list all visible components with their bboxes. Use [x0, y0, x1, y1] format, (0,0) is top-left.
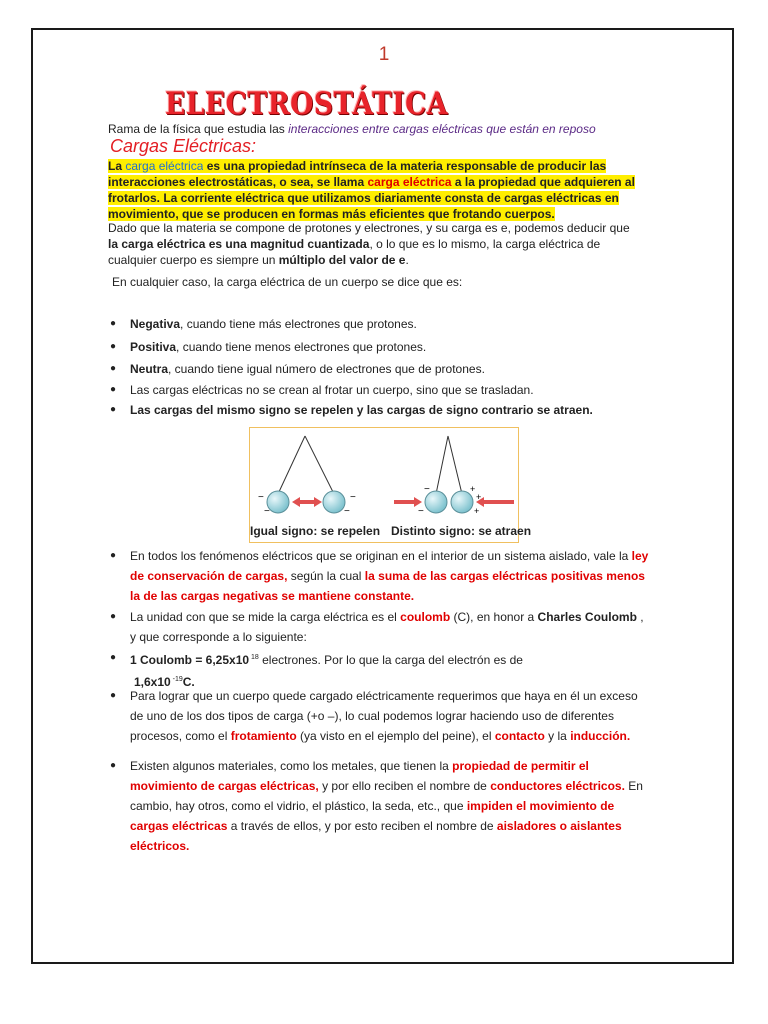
- svg-text:−: −: [424, 484, 430, 495]
- svg-text:+: +: [474, 506, 480, 516]
- sphere: [451, 491, 473, 513]
- list-item: ● 1 Coulomb = 6,25x10 $^{18}$ electrones. Por lo que la carga del electrón es de 1,6x10 $^{-19}$C.: [110, 652, 523, 689]
- list-item: ● Negativa, cuando tiene más electrones que protones.: [110, 317, 417, 331]
- charges-figure: [249, 427, 532, 543]
- caption-repel: Igual signo: se repelen: [250, 524, 381, 538]
- svg-text:−: −: [350, 492, 356, 503]
- page-title: ELECTROSTÁTICA: [165, 86, 448, 122]
- list-item: ● En todos los fenómenos eléctricos que se originan en el interior de un sistema aislado, vale la ley de conservación de cargas, según la cual la suma de las cargas eléctricas positivas menos la de las cargas negativas se mantiene constante.: [110, 549, 649, 603]
- pendulum-diagram: [250, 428, 518, 524]
- paragraph-2: [108, 220, 638, 268]
- p2-bold-2: múltiplo del valor de e: [278, 253, 406, 267]
- p2-text-2: , o lo que es lo mismo, la carga eléctrica de cualquier cuerpo es siempre un: [108, 237, 601, 267]
- list-item: ● Las cargas del mismo signo se repelen y las cargas de signo contrario se atraen.: [110, 403, 593, 417]
- svg-text:−: −: [258, 492, 264, 503]
- repel-arrow: [292, 497, 322, 507]
- paragraph-3: En cualquier caso, la carga eléctrica de un cuerpo se dice que es:: [112, 275, 463, 289]
- section-title: Cargas Eléctricas:: [110, 136, 257, 156]
- p1-text-2: es una propiedad intrínseca de la materia responsable de producir las interacciones electrostáticas, o sea, se llama: [108, 159, 607, 189]
- list-item: ● Existen algunos materiales, como los metales, que tienen la propiedad de permitir el movimiento de cargas eléctricas, y por ello reciben el nombre de conductores eléctricos. En cambio, hay otros, como el vidrio, el plástico, la seda, etc., que impiden el movimiento de cargas eléctricas a través de ellos, y por esto reciben el nombre de aisladores o aislantes eléctricos.: [110, 759, 643, 853]
- svg-text:−: −: [418, 506, 424, 517]
- list-item: ● Neutra, cuando tiene igual número de electrones que de protones.: [110, 362, 485, 376]
- svg-text:−: −: [264, 506, 270, 517]
- caption-attract: Distinto signo: se atraen: [391, 524, 532, 538]
- list-item: ● La unidad con que se mide la carga eléctrica es el coulomb (C), en honor a Charles Coulomb , y que corresponde a lo siguiente:: [110, 610, 644, 644]
- p1-text-1: La: [108, 159, 126, 173]
- p1-red: carga eléctrica: [367, 175, 452, 189]
- intro-line: [108, 122, 596, 136]
- page-number: 1: [378, 44, 390, 65]
- svg-text:+: +: [476, 492, 482, 502]
- p1-text-3: a la propiedad que adquieren al frotarlos. La corriente eléctrica que utilizamos diariamente consta de cargas eléctricas en movimiento, que se producen en formas más eficientes que frotando cuerpos.: [108, 175, 635, 221]
- sphere: [267, 491, 289, 513]
- list-item: ● Las cargas eléctricas no se crean al frotar un cuerpo, sino que se trasladan.: [110, 383, 534, 397]
- list-item: ● Positiva, cuando tiene menos electrones que protones.: [110, 340, 427, 354]
- attract-arrow: [476, 497, 514, 507]
- p2-text-3: .: [405, 253, 409, 267]
- svg-text:+: +: [470, 484, 476, 494]
- carga-electrica-link[interactable]: carga eléctrica: [125, 159, 204, 173]
- sphere: [323, 491, 345, 513]
- p2-text-1: Dado que la materia se compone de protones y electrones, y su carga es e, podemos deducir que: [108, 221, 630, 235]
- paragraph-1: [108, 158, 638, 222]
- list-item: ● Para lograr que un cuerpo quede cargado eléctricamente requerimos que haya en él un exceso de uno de los dos tipos de carga (+o –), lo cual podemos lograr haciendo uso de diferentes procesos, como el frotamiento (ya visto en el ejemplo del peine), el contacto y la inducción.: [110, 689, 638, 743]
- svg-text:−: −: [344, 506, 350, 517]
- intro-text: Rama de la física que estudia las: [108, 122, 289, 136]
- intro-italic: interacciones entre cargas eléctricas que están en reposo: [288, 122, 596, 136]
- p2-bold-1: la carga eléctrica es una magnitud cuantizada: [108, 237, 370, 251]
